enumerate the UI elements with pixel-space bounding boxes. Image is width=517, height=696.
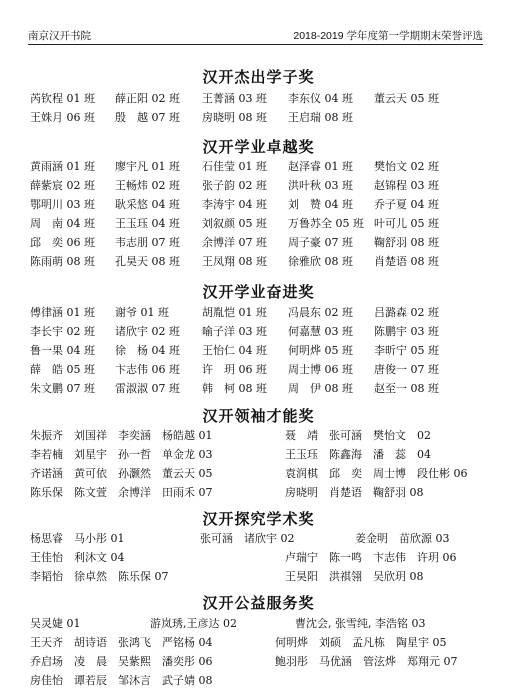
awardee-entry: 鲍羽彤 马优涵 管泫烨 郑翔元 07 bbox=[275, 655, 458, 668]
awardee-entry: 徐雅欣 08 班 bbox=[288, 255, 353, 268]
awardee-entry: 李涛宇 04 班 bbox=[202, 198, 267, 211]
section-title: 汉开探究学术奖 bbox=[202, 510, 315, 528]
awardee-entry: 邱 奕 06 班 bbox=[30, 236, 95, 249]
awardee-entry: 李昕宁 05 班 bbox=[374, 344, 439, 357]
awardee-entry: 赵泽睿 01 班 bbox=[288, 160, 353, 173]
award-row bbox=[30, 380, 490, 398]
awardee-entry: 聂 靖 张可涵 樊怡文 02 bbox=[285, 429, 431, 442]
awardee-entry: 房晓明 肖楚语 鞠舒羽 08 bbox=[285, 486, 424, 499]
awardee-entry: 李韬怡 徐卓然 陈乐保 07 bbox=[30, 570, 169, 583]
awardee-entry: 王怡仁 04 班 bbox=[202, 344, 267, 357]
awardee-entry: 张子韵 02 班 bbox=[202, 179, 267, 192]
awardee-entry: 樊怡文 02 班 bbox=[374, 160, 439, 173]
awardee-entry: 王凤翔 08 班 bbox=[202, 255, 267, 268]
awardee-entry: 王佳怡 利沐文 04 bbox=[30, 551, 125, 564]
awardee-entry: 何明烨 05 班 bbox=[288, 344, 353, 357]
awardee-entry: 陈乐保 陈文萱 余博洋 田雨禾 07 bbox=[30, 486, 213, 499]
awardee-entry: 张可涵 诸欣宇 02 bbox=[200, 532, 295, 545]
awardee-entry: 王畅炜 02 班 bbox=[115, 179, 180, 192]
awardee-entry: 鲁一果 04 班 bbox=[30, 344, 95, 357]
section-title: 汉开公益服务奖 bbox=[202, 594, 315, 612]
awardee-entry: 姜金明 苗欣源 03 bbox=[355, 532, 450, 545]
awardee-entry: 廖宇凡 01 班 bbox=[115, 160, 180, 173]
awardee-entry: 赵锦程 03 班 bbox=[374, 179, 439, 192]
awardee-entry: 王天齐 胡诗语 张鸿飞 严铭杨 04 bbox=[30, 636, 213, 649]
awardee-entry: 李东仪 04 班 bbox=[288, 92, 353, 105]
award-row bbox=[30, 109, 490, 127]
awardee-entry: 黄雨涵 01 班 bbox=[30, 160, 95, 173]
awardee-entry: 洪叶秋 03 班 bbox=[288, 179, 353, 192]
awardee-entry: 喻子洋 03 班 bbox=[202, 325, 267, 338]
awardee-entry: 房佳怡 谭若辰 邹沐言 武子婧 08 bbox=[30, 674, 213, 687]
awardee-entry: 肖楚语 08 班 bbox=[374, 255, 439, 268]
awardee-entry: 余博洋 07 班 bbox=[202, 236, 267, 249]
awardee-entry: 何明烨 刘硕 孟凡栋 陶星宇 05 bbox=[275, 636, 447, 649]
award-row bbox=[30, 323, 490, 341]
awardee-entry: 叶可儿 05 班 bbox=[374, 217, 439, 230]
award-row bbox=[30, 446, 490, 464]
awardee-entry: 雷淑淑 07 班 bbox=[115, 382, 180, 395]
awardee-entry: 朱文鹏 07 班 bbox=[30, 382, 95, 395]
award-row bbox=[30, 158, 490, 176]
awardee-entry: 徐 杨 04 班 bbox=[115, 344, 180, 357]
awardee-entry: 乔子夏 04 班 bbox=[374, 198, 439, 211]
awardee-entry: 朱振齐 刘国祥 李奕涵 杨皓越 01 bbox=[30, 429, 213, 442]
awardee-entry: 芮钦程 01 班 bbox=[30, 92, 95, 105]
award-row bbox=[30, 304, 490, 322]
award-row bbox=[30, 634, 490, 652]
awardee-entry: 王玉珏 陈鑫海 潘 蕊 04 bbox=[285, 448, 431, 461]
award-row bbox=[30, 177, 490, 195]
awardee-entry: 刘 赞 04 班 bbox=[288, 198, 353, 211]
awardee-entry: 袁润棋 邱 奕 周士博 段仕彬 06 bbox=[285, 467, 468, 480]
awardee-entry: 孔昊天 08 班 bbox=[115, 255, 180, 268]
awardee-entry: 李长宇 02 班 bbox=[30, 325, 95, 338]
awardee-entry: 王昊阳 洪祺翎 吴欣玥 08 bbox=[285, 570, 424, 583]
award-row bbox=[30, 90, 490, 108]
award-row bbox=[30, 484, 490, 502]
awardee-entry: 吕潞森 02 班 bbox=[374, 306, 439, 319]
award-row bbox=[30, 465, 490, 483]
school-name: 南京汉开书院 bbox=[28, 30, 91, 42]
award-row bbox=[30, 215, 490, 233]
awardee-entry: 韩 柯 08 班 bbox=[202, 382, 267, 395]
awardee-entry: 唐俊一 07 班 bbox=[374, 363, 439, 376]
award-row bbox=[30, 615, 490, 633]
award-row bbox=[30, 253, 490, 271]
awardee-entry: 薛紫宸 02 班 bbox=[30, 179, 95, 192]
award-row bbox=[30, 672, 490, 690]
awardee-entry: 周士博 06 班 bbox=[288, 363, 353, 376]
awardee-entry: 王启瑞 08 班 bbox=[288, 111, 353, 124]
awardee-entry: 赵至一 08 班 bbox=[374, 382, 439, 395]
awardee-entry: 周 伊 08 班 bbox=[288, 382, 353, 395]
awardee-entry: 房晓明 08 班 bbox=[202, 111, 267, 124]
award-row bbox=[30, 196, 490, 214]
awardee-entry: 何嘉慧 03 班 bbox=[288, 325, 353, 338]
award-row bbox=[30, 653, 490, 671]
awardee-entry: 胡胤恺 01 班 bbox=[202, 306, 267, 319]
term-title: 2018-2019 学年度第一学期期末荣誉评选 bbox=[293, 30, 483, 42]
awardee-entry: 游岚琇,王彦达 02 bbox=[150, 617, 237, 630]
awardee-entry: 乔启场 凌 晨 吴紫熙 潘奕彤 06 bbox=[30, 655, 213, 668]
award-row bbox=[30, 427, 490, 445]
awardee-entry: 吴灵婕 01 bbox=[30, 617, 81, 630]
award-row bbox=[30, 342, 490, 360]
awardee-entry: 谢爷 01 班 bbox=[115, 306, 169, 319]
awardee-entry: 齐诺涵 黄可依 孙灏然 董云天 05 bbox=[30, 467, 213, 480]
award-row bbox=[30, 361, 490, 379]
awardee-entry: 冯晨东 02 班 bbox=[288, 306, 353, 319]
awardee-entry: 曹沈会, 张雪纯, 李浩铭 03 bbox=[295, 617, 426, 630]
awardee-entry: 王玉珏 04 班 bbox=[115, 217, 180, 230]
awardee-entry: 殷 越 07 班 bbox=[115, 111, 180, 124]
awardee-entry: 薛正阳 02 班 bbox=[115, 92, 180, 105]
award-row bbox=[30, 568, 490, 586]
awardee-entry: 王姝月 06 班 bbox=[30, 111, 95, 124]
awardee-entry: 周 南 04 班 bbox=[30, 217, 95, 230]
page-header bbox=[28, 28, 483, 45]
awardee-entry: 鄂明川 03 班 bbox=[30, 198, 95, 211]
awardee-entry: 韦志朋 07 班 bbox=[115, 236, 180, 249]
awardee-entry: 卞志伟 06 班 bbox=[115, 363, 180, 376]
awardee-entry: 诸欣宇 02 班 bbox=[115, 325, 180, 338]
award-row bbox=[30, 549, 490, 567]
section-title: 汉开学业奋进奖 bbox=[202, 283, 315, 301]
awardee-entry: 王菁涵 03 班 bbox=[202, 92, 267, 105]
awardee-entry: 薛 皓 05 班 bbox=[30, 363, 95, 376]
awardee-entry: 鞠舒羽 08 班 bbox=[374, 236, 439, 249]
section-title: 汉开杰出学子奖 bbox=[202, 68, 315, 86]
awardee-entry: 石佳莹 01 班 bbox=[202, 160, 267, 173]
awardee-entry: 陈雨萌 08 班 bbox=[30, 255, 95, 268]
awardee-entry: 董云天 05 班 bbox=[374, 92, 439, 105]
section-title: 汉开学业卓越奖 bbox=[202, 138, 315, 156]
awardee-entry: 刘叙颜 05 班 bbox=[202, 217, 267, 230]
section-title: 汉开领袖才能奖 bbox=[202, 407, 315, 425]
award-row bbox=[30, 530, 490, 548]
awardee-entry: 耿采悠 04 班 bbox=[115, 198, 180, 211]
awardee-entry: 万鲁苏全 05 班 bbox=[288, 217, 364, 230]
award-row bbox=[30, 234, 490, 252]
awardee-entry: 许 玥 06 班 bbox=[202, 363, 267, 376]
awardee-entry: 周子豪 07 班 bbox=[288, 236, 353, 249]
awardee-entry: 卢瑞宁 陈一鸣 卞志伟 许玥 06 bbox=[285, 551, 457, 564]
awardee-entry: 李若楠 刘星宇 孙一哲 单金龙 03 bbox=[30, 448, 213, 461]
awardee-entry: 陈鹏宇 03 班 bbox=[374, 325, 439, 338]
awardee-entry: 傅律涵 01 班 bbox=[30, 306, 95, 319]
awardee-entry: 杨思睿 马小彤 01 bbox=[30, 532, 125, 545]
